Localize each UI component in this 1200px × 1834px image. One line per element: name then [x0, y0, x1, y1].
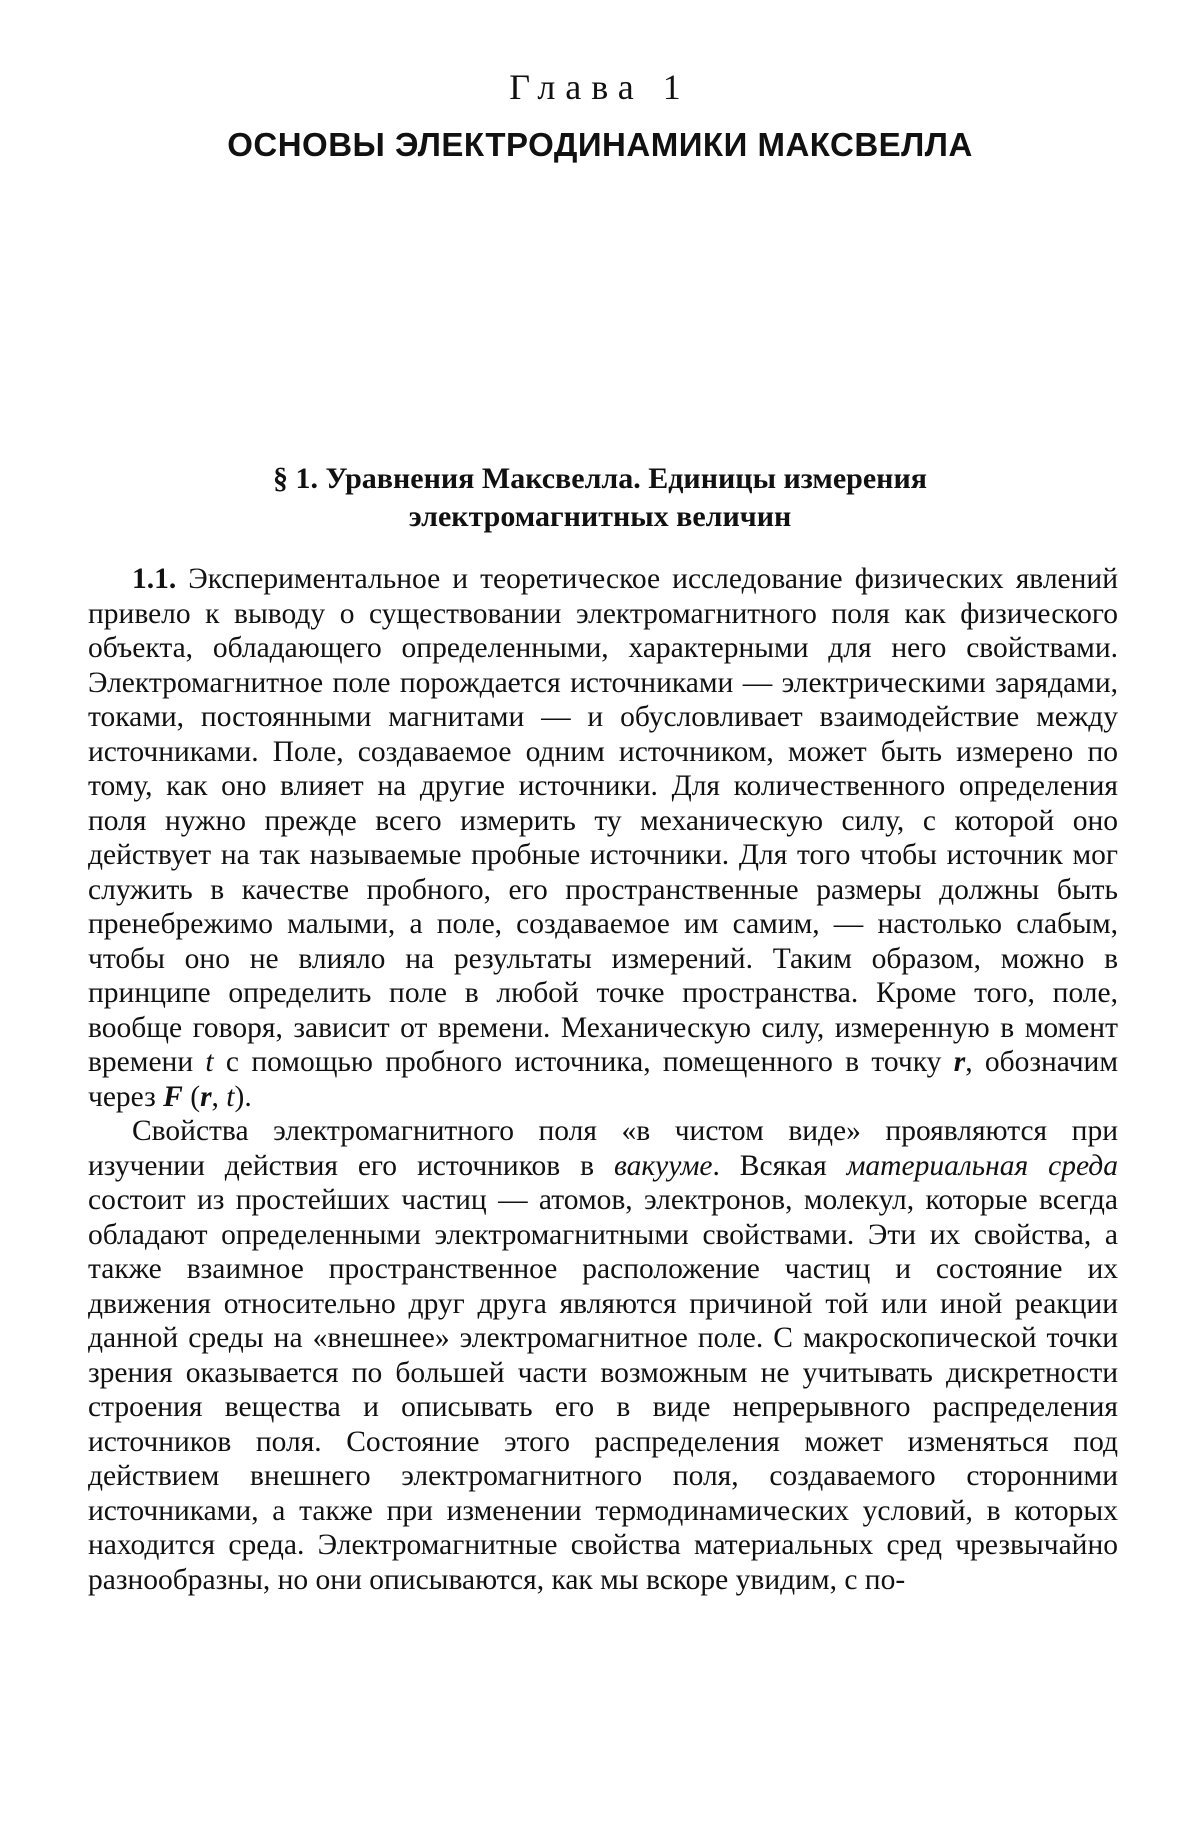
paragraph-2	[88, 1114, 1118, 1597]
emphasis-material-medium: материальная среда	[846, 1149, 1118, 1182]
body-text	[88, 562, 1118, 1597]
chapter-label: Глава 1	[509, 67, 691, 107]
paragraph-1-text-a: Экспериментальное и теоретическое исследование физических явлений привело к выводу о существовании электромагнитного поля как физического объекта, обладающего определенными, характерными для него свойствами. Электромагнитное поле порождается источниками — электрическими зарядами, токами, постоянными магнитами — и обусловливает взаимодействие между источниками. Поле, создаваемое одним источником, может быть измерено по тому, как оно влияет на другие источники. Для количественного определения поля нужно прежде всего измерить ту механическую силу, с которой оно действует на так называемые пробные источники. Для того чтобы источник мог служить в качестве пробного, его пространственные размеры должны быть пренебрежимо малыми, а поле, создаваемое им самим, — настолько слабым, чтобы оно не влияло на результаты измерений. Таким образом, можно в принципе определить поле в любой точке пространства. Кроме того, поле, вообще говоря, зависит от времени. Механическую силу, измеренную в момент времени	[88, 563, 1118, 1078]
paragraph-1-text-f: ).	[234, 1080, 252, 1113]
paragraph-2-text-b: . Всякая	[712, 1149, 847, 1182]
symbol-r: r	[953, 1046, 966, 1078]
section-heading: § 1. Уравнения Максвелла. Единицы измерения электромагнитных величин	[273, 462, 927, 533]
symbol-t-2: t	[226, 1080, 235, 1113]
paragraph-1-text-b: с помощью пробного источника, помещенного в точку	[213, 1046, 954, 1078]
paragraph-1	[88, 562, 1118, 1114]
chapter-title: ОСНОВЫ ЭЛЕКТРОДИНАМИКИ МАКСВЕЛЛА	[227, 126, 973, 163]
symbol-r-2: r	[200, 1080, 212, 1113]
symbol-F: F	[163, 1080, 183, 1113]
paragraph-2-text-a: Свойства электромагнитного поля «в чистом виде» проявляются при изучении действия его источников в	[88, 1115, 1118, 1182]
paragraph-number: 1.1.	[132, 563, 177, 595]
paragraph-2-text-c: состоит из простейших частиц — атомов, электронов, молекул, которые всегда обладают определенными электромагнитными свойствами. Эти их свойства, а также взаимное пространственное расположение частиц и состояние их движения относительно друг друга являются причиной той или иной реакции данной среды на «внешнее» электромагнитное поле. С макроскопической точки зрения оказывается по большей части возможным не учитывать дискретности строения вещества и описывать его в виде непрерывного распределения источников поля. Состояние этого распределения может изменяться под действием внешнего электромагнитного поля, создаваемого сторонними источниками, а также при изменении термодинамических условий, в которых находится среда. Электромагнитные свойства материальных сред чрезвычайно разнообразны, но они описываются, как мы вскоре увидим, с по-	[88, 1184, 1118, 1596]
paragraph-1-text-c: , обозначим через	[88, 1046, 1119, 1113]
paragraph-1-text-e: ,	[211, 1080, 227, 1113]
emphasis-vacuum: вакууме	[613, 1149, 713, 1182]
paragraph-1-text-d: (	[182, 1080, 201, 1113]
symbol-t: t	[205, 1046, 214, 1078]
